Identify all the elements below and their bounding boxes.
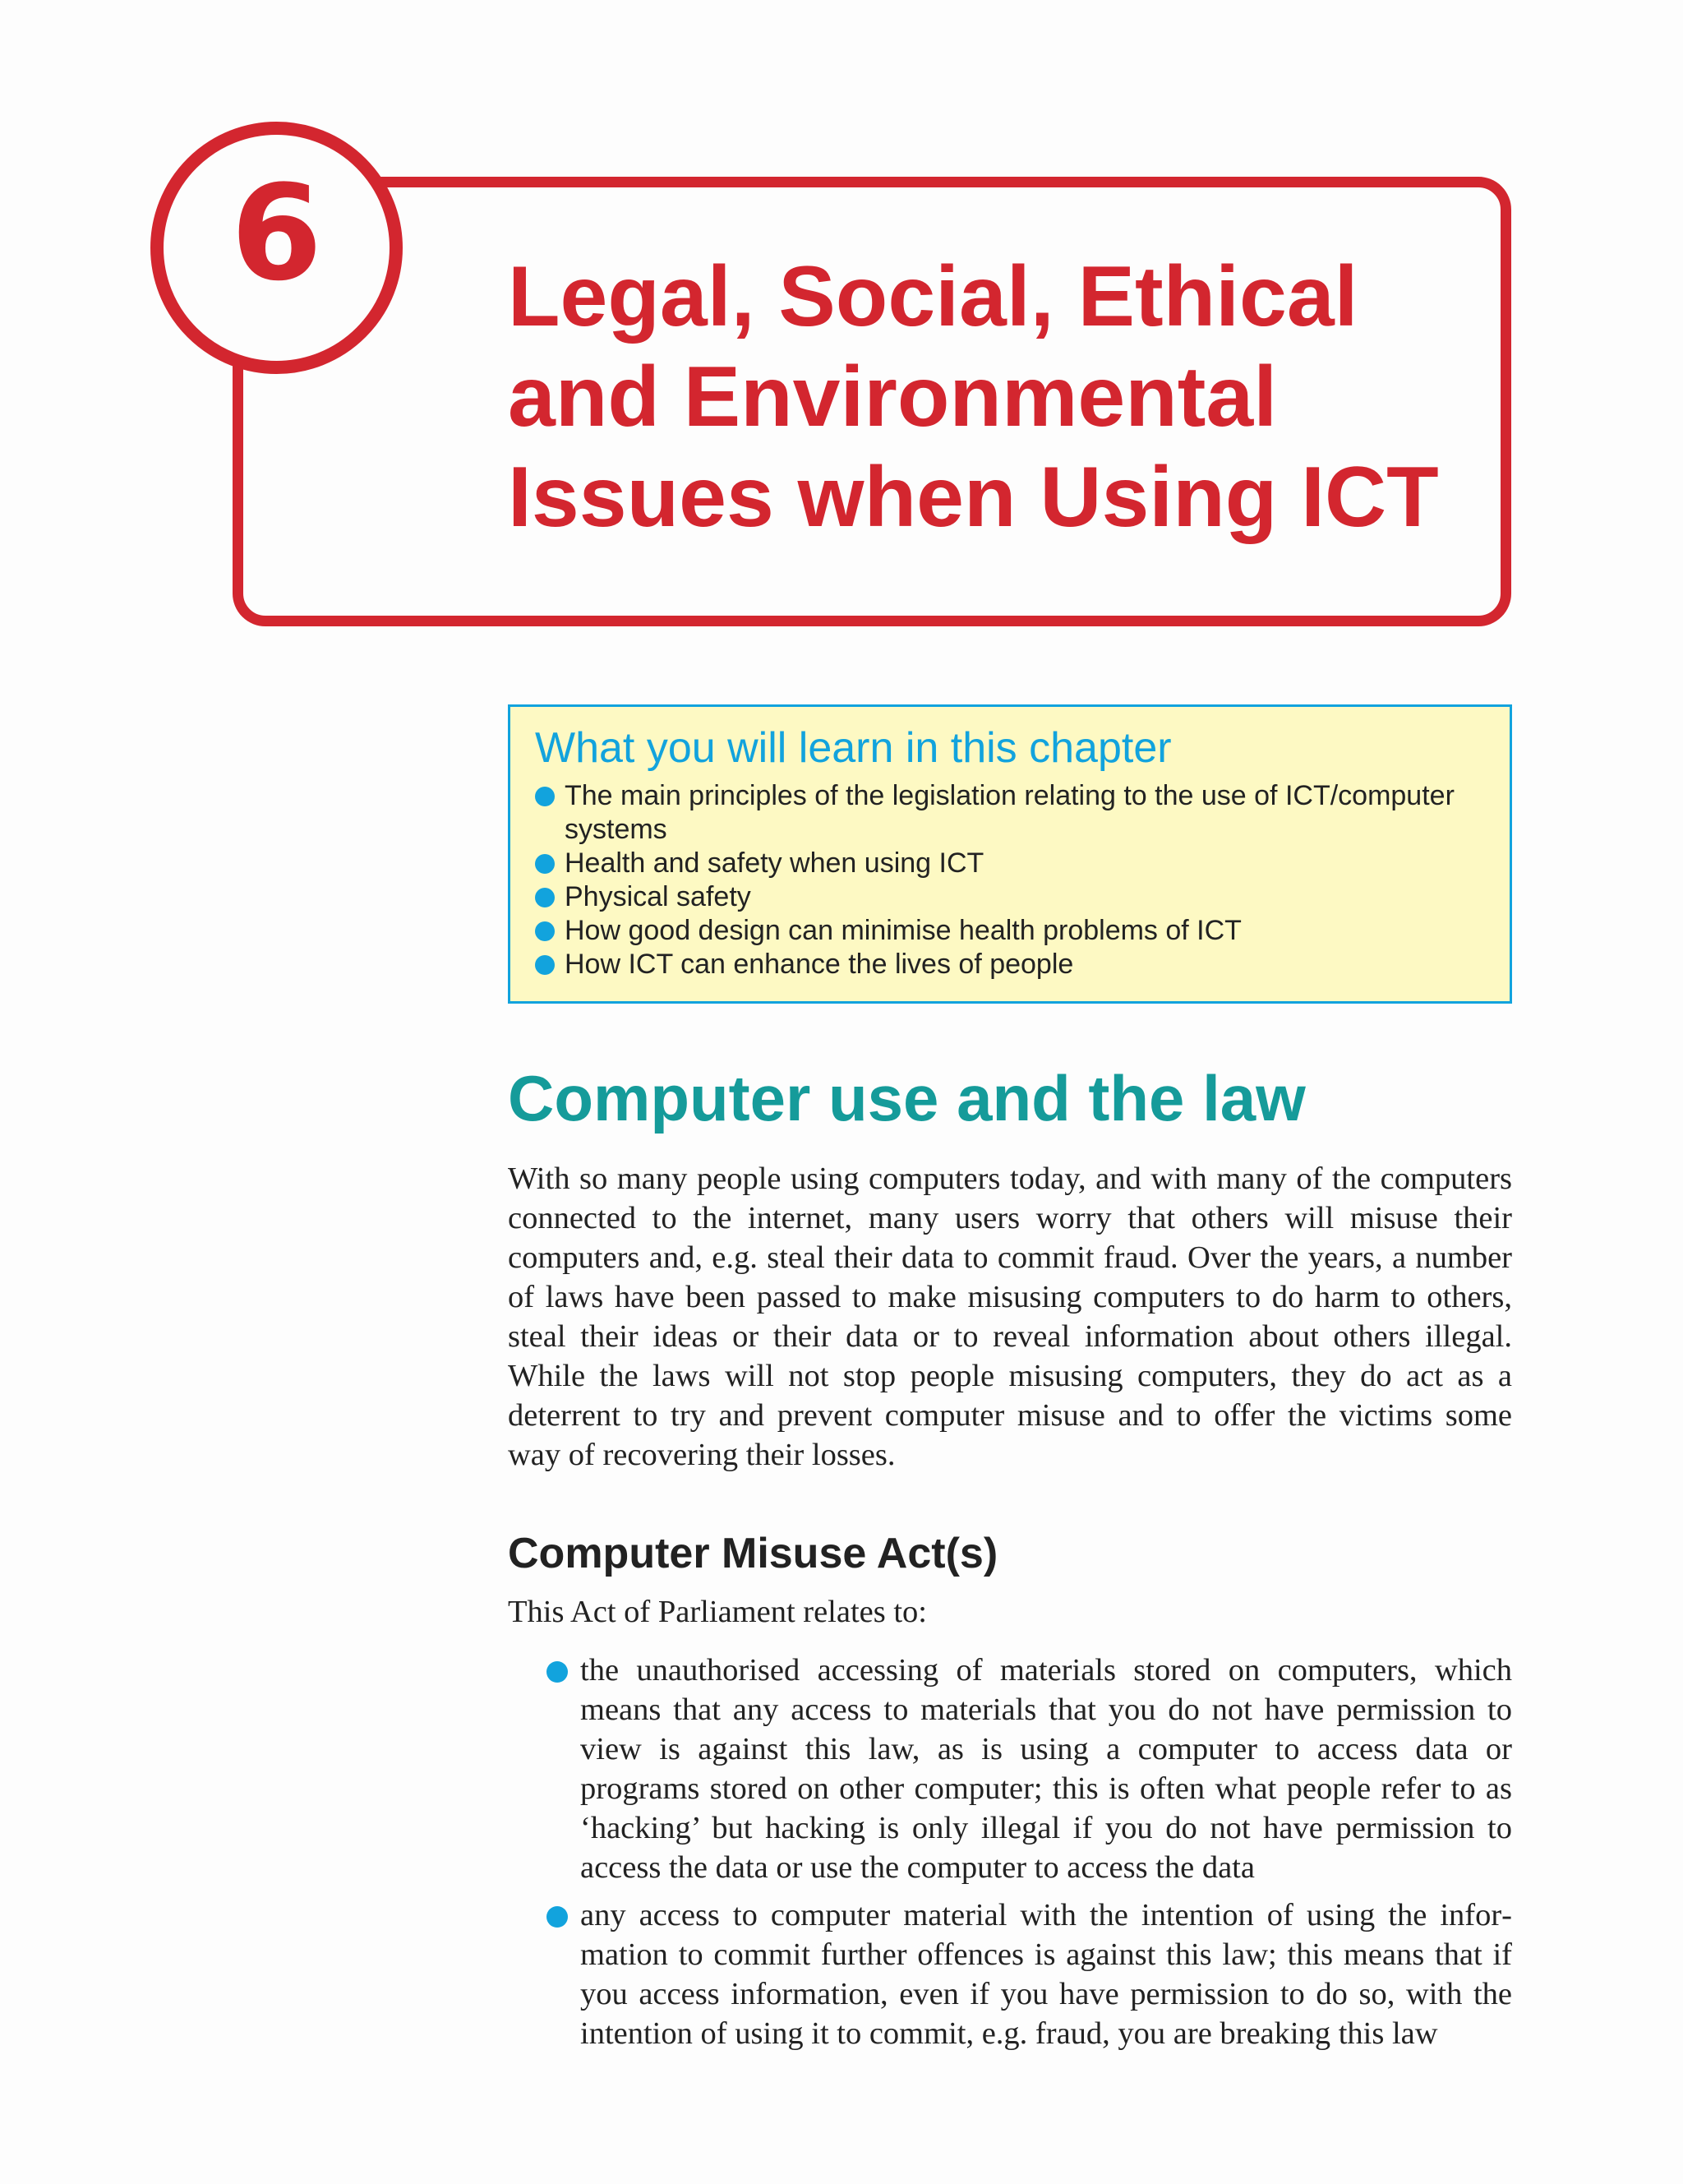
learning-objective-item xyxy=(535,779,1487,847)
subsection-heading: Computer Misuse Act(s) xyxy=(508,1530,998,1577)
learning-objective-text: The main principles of the legislation relating to the use of ICT/computer systems xyxy=(565,780,1455,845)
section-heading: Computer use and the law xyxy=(508,1062,1306,1134)
bullet-icon xyxy=(535,921,555,941)
bullet-icon xyxy=(546,1906,568,1928)
learning-objective-item xyxy=(535,948,1487,981)
learning-objective-text: Health and safety when using ICT xyxy=(565,847,984,879)
learning-objectives-heading: What you will learn in this chapter xyxy=(535,724,1172,772)
act-provision-text: any access to computer material with the intention of using the information to commit further offences is against this law; this means that if you access information, even if you have permission to do so, with the intention of using it to commit, e.g. fraud, you are breaking this law xyxy=(580,1898,1512,2051)
chapter-number-badge xyxy=(150,122,403,374)
act-provision-item xyxy=(546,1895,1512,2053)
chapter-title-line: and Environmental xyxy=(508,349,1278,445)
learning-objective-item xyxy=(535,880,1487,914)
learning-objective-item xyxy=(535,914,1487,948)
act-provisions-list xyxy=(546,1651,1512,2062)
learning-objective-item xyxy=(535,847,1487,880)
learning-objectives-box xyxy=(508,704,1512,1004)
bullet-icon xyxy=(535,854,555,874)
chapter-title xyxy=(508,247,1494,547)
bullet-icon xyxy=(546,1661,568,1683)
bullet-icon xyxy=(535,955,555,975)
chapter-number: 6 xyxy=(230,155,323,310)
learning-objective-text: How good design can minimise health problems of ICT xyxy=(565,915,1242,946)
act-provision-item xyxy=(546,1651,1512,1887)
learning-objective-text: Physical safety xyxy=(565,881,751,912)
bullet-icon xyxy=(535,787,555,806)
learning-objectives-list xyxy=(535,779,1487,981)
chapter-title-line: Legal, Social, Ethical xyxy=(508,249,1358,344)
act-provision-text: the unauthorised accessing of materials stored on computers, which means that any access to materials that you do not have permission to view is against this law, as is using a computer to access data or programs stored on other computer; this is often what people refer to as ‘hacking’ but hacking is only illegal if you do not have permission to access the data or use the computer to access the data xyxy=(580,1653,1512,1885)
subsection-intro: This Act of Parliament relates to: xyxy=(508,1595,927,1629)
chapter-title-line: Issues when Using ICT xyxy=(508,450,1439,545)
section-paragraph: With so many people using computers today, and with many of the computers connected to the internet, many users worry that others will misuse their computers and, e.g. steal their data to commit fraud. Over the years, a number of laws have been passed to make misusing computers to do harm to others, steal their ideas or their data or to reveal information about others illegal. While the laws will not stop people misusing computers, they do act as a deterrent to try and prevent computer misuse and to offer the victims some way of recovering their losses. xyxy=(508,1161,1512,1472)
learning-objective-text: How ICT can enhance the lives of people xyxy=(565,949,1074,980)
bullet-icon xyxy=(535,888,555,907)
